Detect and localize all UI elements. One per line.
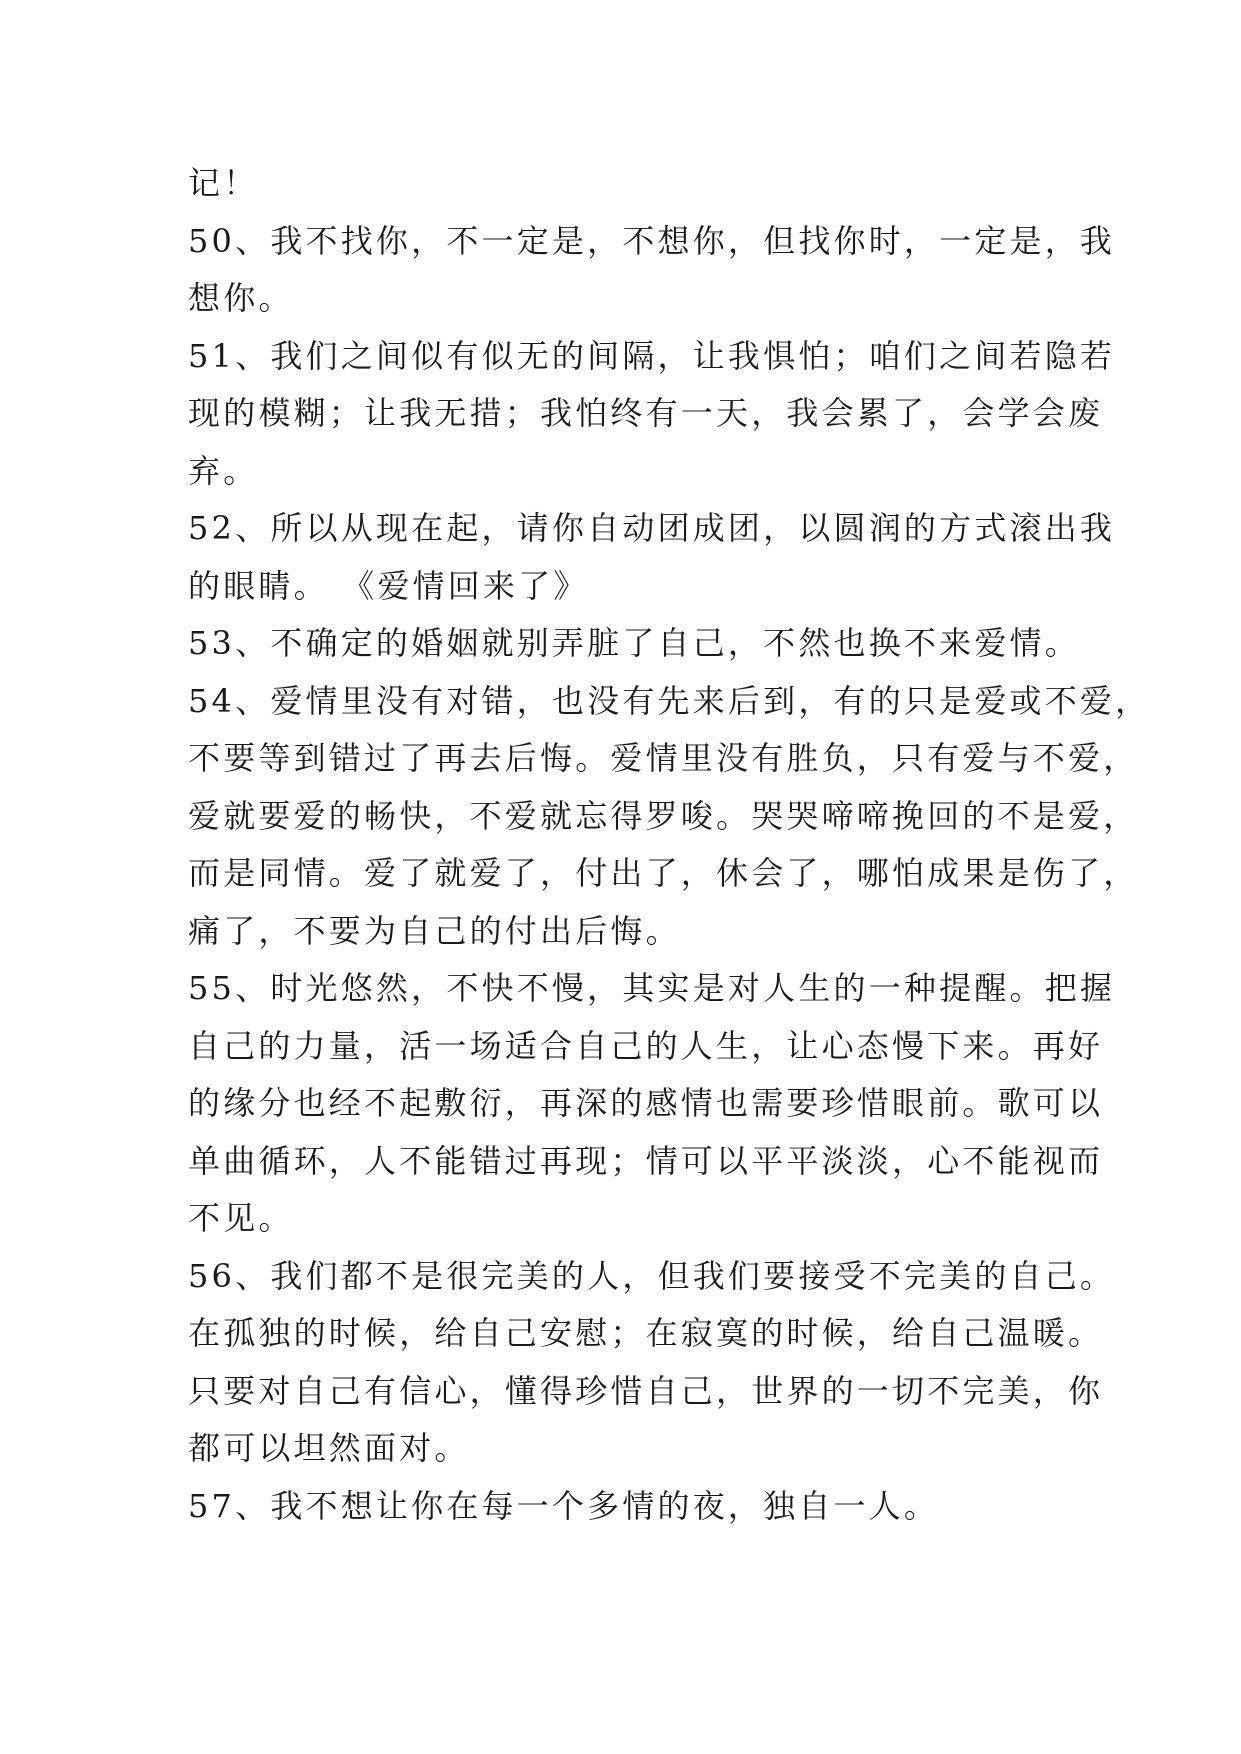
document-body bbox=[188, 155, 1151, 1535]
text-line: 56、我们都不是很完美的人，但我们要接受不完美的自己。 bbox=[188, 1256, 1116, 1295]
text-line: 只要对自己有信心，懂得珍惜自己，世界的一切不完美，你 bbox=[188, 1371, 1104, 1410]
text-line: 的眼睛。 《爱情回来了》 bbox=[188, 566, 589, 605]
text-line: 53、不确定的婚姻就别弄脏了自己，不然也换不来爱情。 bbox=[188, 624, 1080, 662]
text-line: 弃。 bbox=[188, 451, 259, 490]
text-line: 而是同情。爱了就爱了，付出了，休会了，哪怕成果是伤了， bbox=[188, 854, 1139, 892]
text-line: 51、我们之间似有似无的间隔，让我惧怕；咱们之间若隐若 bbox=[188, 336, 1116, 375]
text-line: 记！ bbox=[188, 164, 259, 202]
text-line: 在孤独的时候，给自己安慰；在寂寞的时候，给自己温暖。 bbox=[188, 1314, 1104, 1352]
text-line: 都可以坦然面对。 bbox=[188, 1429, 470, 1467]
text-line: 自己的力量，活一场适合自己的人生，让心态慢下来。再好 bbox=[188, 1026, 1104, 1065]
text-line: 50、我不找你，不一定是，不想你，但找你时，一定是，我 bbox=[188, 221, 1116, 260]
text-line: 的缘分也经不起敷衍，再深的感情也需要珍惜眼前。歌可以 bbox=[188, 1084, 1104, 1122]
text-line: 52、所以从现在起，请你自动团成团，以圆润的方式滚出我 bbox=[188, 509, 1116, 547]
text-line: 爱就要爱的畅快，不爱就忘得罗唆。哭哭啼啼挽回的不是爱， bbox=[188, 796, 1139, 835]
text-line: 54、爱情里没有对错，也没有先来后到，有的只是爱或不爱， bbox=[188, 681, 1151, 720]
text-line: 现的模糊；让我无措；我怕终有一天，我会累了，会学会废 bbox=[188, 394, 1104, 432]
text-line: 57、我不想让你在每一个多情的夜，独自一人。 bbox=[188, 1486, 940, 1525]
text-line: 想你。 bbox=[188, 279, 294, 317]
text-line: 不见。 bbox=[188, 1199, 294, 1237]
text-line: 单曲循环，人不能错过再现；情可以平平淡淡，心不能视而 bbox=[188, 1141, 1104, 1180]
text-line: 不要等到错过了再去后悔。爱情里没有胜负，只有爱与不爱， bbox=[188, 739, 1139, 777]
text-line: 55、时光悠然，不快不慢，其实是对人生的一种提醒。把握 bbox=[188, 969, 1116, 1007]
text-line: 痛了，不要为自己的付出后悔。 bbox=[188, 911, 681, 950]
